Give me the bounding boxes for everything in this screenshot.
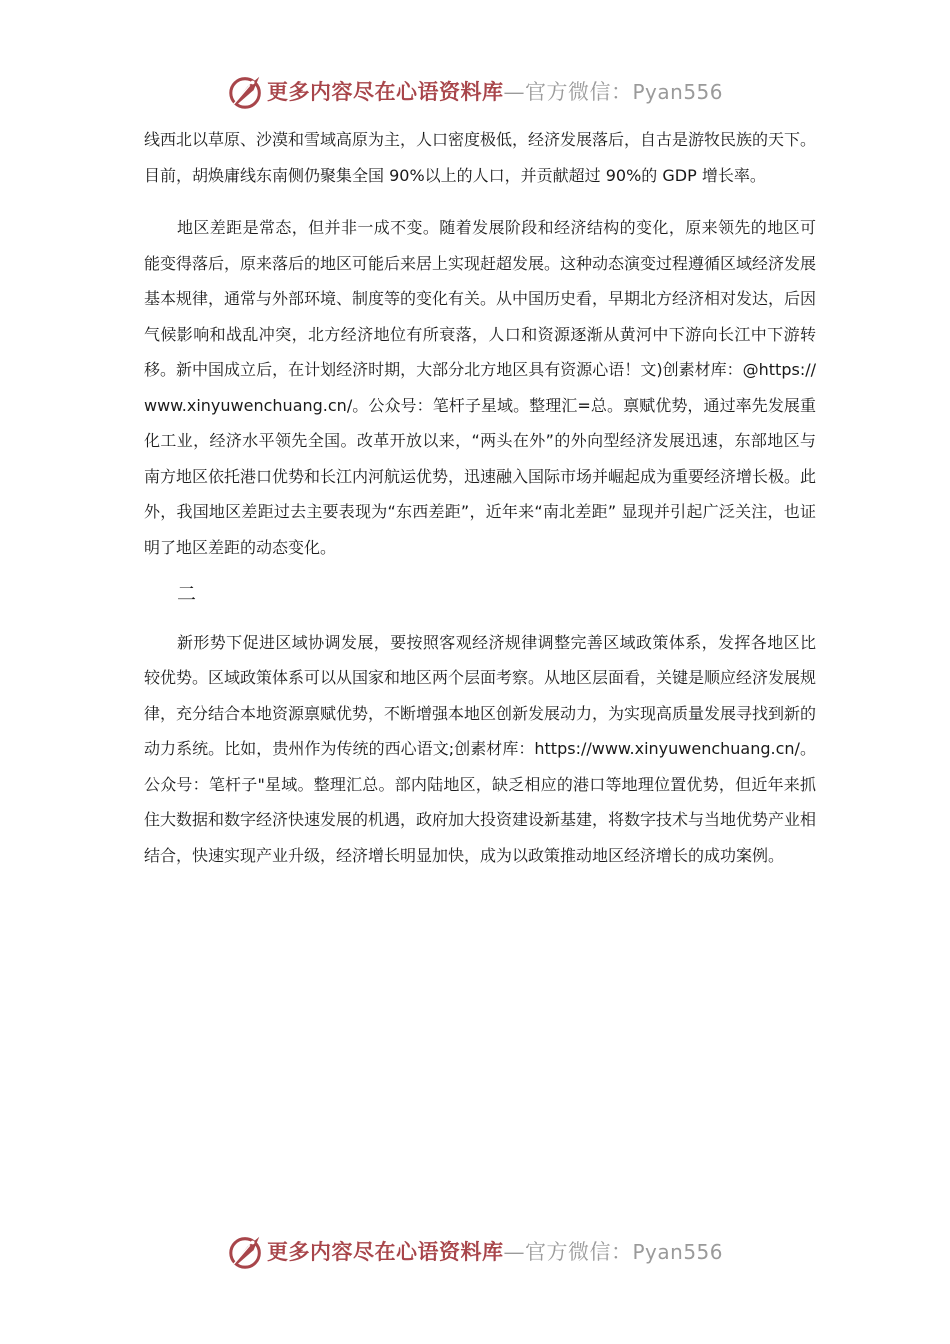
header-banner xyxy=(0,72,950,112)
banner-main-text: 更多内容尽在心语资料库 xyxy=(266,79,504,104)
banner-main-text: 更多内容尽在心语资料库 xyxy=(266,1239,504,1264)
banner-wechat-id: Pyan556 xyxy=(632,80,723,104)
paragraph-3: 新形势下促进区域协调发展，要按照客观经济规律调整完善区域政策体系，发挥各地区比较优势。区域政策体系可以从国家和地区两个层面考察。从地区层面看，关键是顺应经济发展规律，充分结合本地资源禀赋优势，不断增强本地区创新发展动力，为实现高质量发展寻找到新的动力系统。比如，贵州作为传统的西心语文;创素材库：https://www.xinyuwenchuang.cn/。公众号：笔杆子"星域。整理汇总。部内陆地区，缺乏相应的港口等地理位置优势，但近年来抓住大数据和数字经济快速发展的机遇，政府加大投资建设新基建，将数字技术与当地优势产业相结合，快速实现产业升级，经济增长明显加快，成为以政策推动地区经济增长的成功案例。 xyxy=(144,632,817,865)
quill-pen-logo-icon xyxy=(227,1233,265,1271)
banner-wechat-id: Pyan556 xyxy=(632,1240,723,1264)
banner-dash: — xyxy=(503,80,525,104)
banner-dash: — xyxy=(503,1240,525,1264)
footer-banner-text xyxy=(267,1233,723,1271)
document-body xyxy=(144,122,816,873)
banner-wechat-label: 官方微信： xyxy=(524,80,633,104)
footer-banner xyxy=(0,1232,950,1272)
quill-pen-logo-icon xyxy=(227,73,265,111)
paragraph-2: 地区差距是常态，但并非一成不变。随着发展阶段和经济结构的变化，原来领先的地区可能变得落后，原来落后的地区可能后来居上实现赶超发展。这种动态演变过程遵循区域经济发展基本规律，通常与外部环境、制度等的变化有关。从中国历史看，早期北方经济相对发达，后因气候影响和战乱冲突，北方经济地位有所衰落，人口和资源逐渐从黄河中下游向长江中下游转移。新中国成立后，在计划经济时期，大部分北方地区具有资源心语！文)创素材库：@https://www.xinyuwenchuang.cn/。公众号：笔杆子星域。整理汇=总。禀赋优势，通过率先发展重化工业，经济水平领先全国。改革开放以来，“两头在外”的外向型经济发展迅速，东部地区与南方地区依托港口优势和长江内河航运优势，迅速融入国际市场并崛起成为重要经济增长极。此外，我国地区差距过去主要表现为“东西差距”，近年来“南北差距” 显现并引起广泛关注，也证明了地区差距的动态变化。 xyxy=(144,218,817,557)
paragraph-1: 线西北以草原、沙漠和雪域高原为主，人口密度极低，经济发展落后，自古是游牧民族的天下。目前，胡焕庸线东南侧仍聚集全国 90%以上的人口，并贡献超过 90%的 GDP 增长率。 xyxy=(144,130,817,185)
section-heading: 二 xyxy=(177,583,197,605)
banner-wechat-label: 官方微信： xyxy=(524,1240,633,1264)
header-banner-text xyxy=(267,73,723,111)
